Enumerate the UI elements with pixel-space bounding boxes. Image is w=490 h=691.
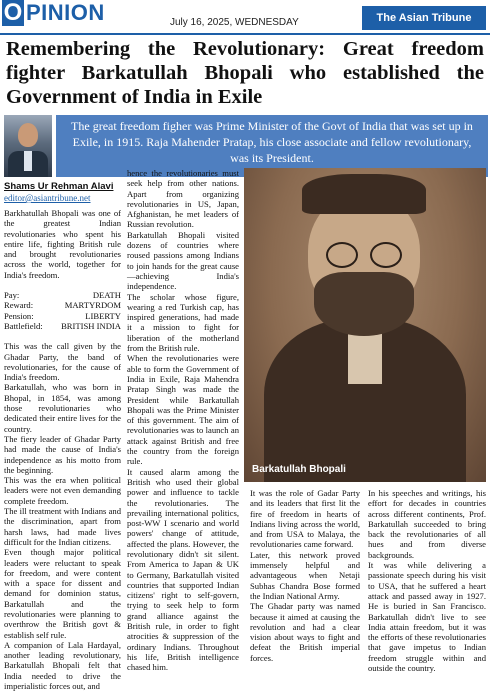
article-column-3	[250, 488, 360, 663]
publication-brand: The Asian Tribune	[362, 6, 486, 30]
spacer	[4, 280, 121, 290]
author-email-link[interactable]: editor@asiantribune.net	[4, 193, 91, 203]
masthead	[0, 0, 490, 34]
profile-row	[4, 300, 121, 310]
paragraph: Barkatullah, who was born in Bhopal, in 1854, was among those revolutionaries who dedicated their entire lives for the country.	[4, 382, 121, 434]
barkatullah-portrait	[244, 168, 486, 482]
author-photo-shirt	[24, 151, 32, 171]
paragraph: Barkhatullah Bhopali was one of the greatest Indian revolutionaries who spent his entire life, fighting British rule and brought revolutionaries across the world, together for India's freedom.	[4, 208, 121, 280]
photo-caption: Barkatullah Bhopali	[252, 464, 346, 475]
article-column-2	[127, 168, 239, 673]
profile-key: Battlefield:	[4, 320, 43, 331]
opinion-logo-initial: O	[3, 0, 23, 26]
portrait-cap	[302, 174, 426, 214]
paragraph: This was the era when political leaders were not even demanding complete freedom.	[4, 475, 121, 506]
paragraph: The scholar whose figure, wearing a red Turkish cap, has inspired generations, had made it a mission to fight for liberation of the motherland from the British rule.	[127, 291, 239, 354]
masthead-rule	[0, 33, 490, 35]
profile-value: BRITISH INDIA	[61, 320, 121, 331]
profile-value: LIBERTY	[85, 310, 121, 321]
portrait-beard	[314, 272, 414, 336]
paragraph: In his speeches and writings, his effort for decades in countries across different continents, Prof. Barkatullah succeeded to bring back the revolutionaries of all hues and from diverse backgrounds.	[368, 488, 486, 560]
article-headline: Remembering the Revolutionary: Great freedom fighter Barkatullah Bhopali who established the Government of India in Exile	[6, 38, 484, 108]
paragraph: Later, this network proved immensely helpful and advantageous when Netaji Subhas Chandra Bose formed the Indian National Army.	[250, 549, 360, 601]
paragraph: A companion of Lala Hardayal, another leading revolutionary, Barkatullah Bhopali felt that India needed to drive the imperialistic forces out, and	[4, 639, 121, 691]
profile-key: Pay:	[4, 290, 20, 301]
paragraph: The fiery leader of Ghadar Party had made the cause of India's independence as his motto from the beginning.	[4, 433, 121, 475]
author-photo-face	[18, 123, 38, 147]
profile-row	[4, 311, 121, 321]
paragraph: This was the call given by the Ghadar Party, the band of revolutionaries, for the cause of India's freedom.	[4, 341, 121, 383]
paragraph: It caused alarm among the British who used their global power and influence to tackle the revolutionaries. The prevailing international politics, post-WW I scenario and world powers' change of attitude, affected the plans. However, the revolutionary didn't sit silent. From America to Japan & UK to Germany, Barkatullah visited countries that supported Indian citizens' right to self-govern, trying to seek help to form grand alliance against the British rule, in order to fight atrocities & suppression of the ordinary Indians. Throughout his life, British intelligence chased him.	[127, 466, 239, 673]
portrait-glasses-right	[370, 242, 402, 268]
spacer	[4, 331, 121, 341]
article-column-1	[4, 208, 121, 691]
profile-key: Pension:	[4, 310, 34, 321]
paragraph: The Ghadar party was named because it aimed at causing the revolution and had a clear vision about ways to fight and defeat the British imperial forces.	[250, 601, 360, 663]
profile-row	[4, 321, 121, 331]
issue-date: July 16, 2025, WEDNESDAY	[170, 17, 299, 28]
profile-key: Reward:	[4, 300, 34, 311]
paragraph: It was while delivering a passionate speech during his visit to USA, that he suffered a heart attack and passed away in 1927. He is buried in San Francisco. Barkatullah didn't live to see India attain freedom, but it was the efforts of these revolutionaries that gave impetus to Indian freedom struggle within and outside the country.	[368, 560, 486, 674]
paragraph: hence the revolutionaries must seek help from other nations. Apart from organizing revolutionaries in US, Japan, Afghanistan, he met leaders of Russian revolution.	[127, 168, 239, 230]
author-photo	[4, 115, 52, 177]
profile-value: DEATH	[92, 290, 121, 301]
article-column-4	[368, 488, 486, 673]
portrait-glasses-left	[326, 242, 358, 268]
author-name: Shams Ur Rehman Alavi	[4, 181, 114, 192]
profile-value: MARTYRDOM	[64, 300, 121, 311]
paragraph: Barkatullah Bhopali visited dozens of countries where roused passions among Indians to join hands for the great cause—achieving India's independence.	[127, 229, 239, 292]
paragraph: When the revolutionaries were able to form the Government of India in Exile, Raja Mahendra Pratap Singh was made the President while Barkatullah Bhopali was the Prime Minister of this government. The aim of revolutionaries was to launch an attack against British and free the country from the foreign rule.	[127, 353, 239, 467]
paragraph: Even though major political leaders were reluctant to speak for freedom, and were content with a space for dissent and demand for dominion status, Barkatullah and the revolutionaries were planning to overthrow the British govt & establish self rule.	[4, 547, 121, 640]
opinion-logo-text: PINION	[26, 0, 105, 25]
paragraph: The ill treatment with Indians and the discrimination, apart from harsh laws, had made lives difficult for the Indian citizens.	[4, 506, 121, 547]
article-deck: The great freedom figher was Prime Minister of the Govt of India that was set up in Exile, in 1915. Raja Mahender Pratap, his close associate and fellow revolutionary, was its President.	[56, 115, 488, 177]
profile-row	[4, 290, 121, 300]
paragraph: It was the role of Gadar Party and its leaders that first lit the fire of freedom in hearts of Indians living across the world, and from USA to Malaya, the revolutionaries came forward.	[250, 488, 360, 550]
